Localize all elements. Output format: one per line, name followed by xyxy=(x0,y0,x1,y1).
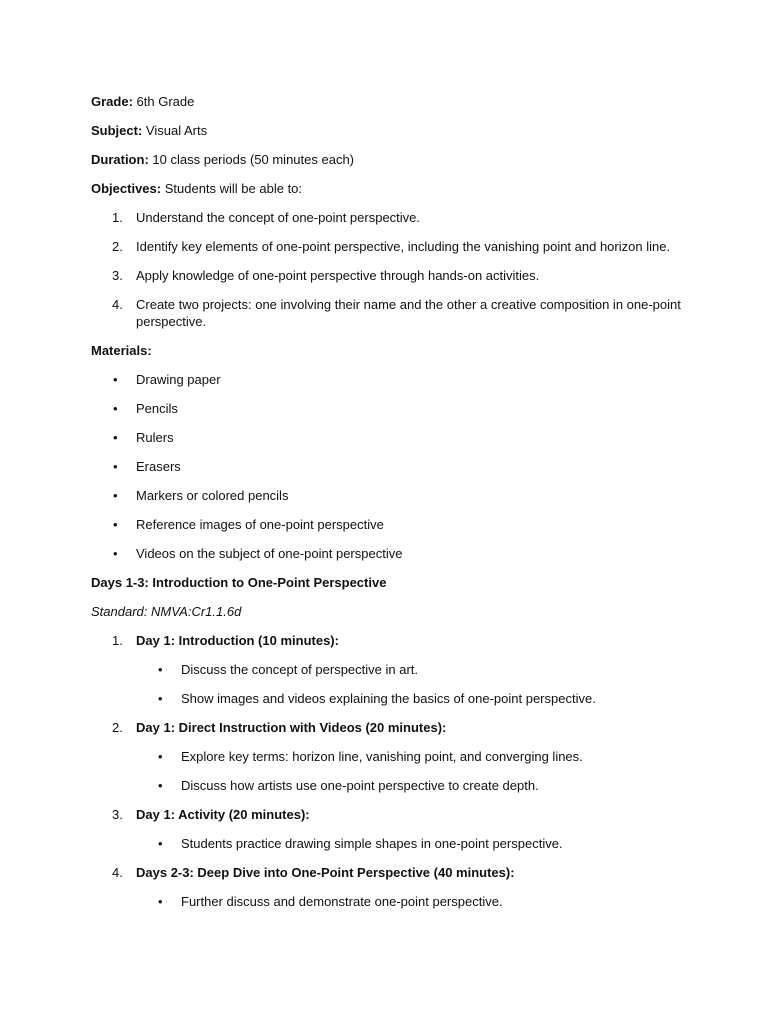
bullet-icon: • xyxy=(113,459,118,474)
step-bullets xyxy=(136,835,691,852)
material-item xyxy=(91,400,691,417)
step-item xyxy=(91,864,691,910)
objective-item xyxy=(91,209,691,226)
grade-value: 6th Grade xyxy=(136,94,195,109)
list-number: 3. xyxy=(112,807,123,822)
steps-list xyxy=(91,632,691,910)
step-bullets xyxy=(136,661,691,707)
subject-line xyxy=(91,122,691,139)
step-bullet-item xyxy=(136,835,691,852)
objectives-list xyxy=(91,209,691,330)
step-bullet-text: Students practice drawing simple shapes in one-point perspective. xyxy=(181,836,563,851)
list-number: 2. xyxy=(112,720,123,735)
section-heading: Days 1-3: Introduction to One-Point Perspective xyxy=(91,575,387,590)
bullet-icon: • xyxy=(158,778,163,793)
objective-text: Apply knowledge of one-point perspective through hands-on activities. xyxy=(136,268,540,283)
bullet-icon: • xyxy=(158,749,163,764)
step-item xyxy=(91,719,691,794)
material-item xyxy=(91,371,691,388)
objective-text: Understand the concept of one-point perspective. xyxy=(136,210,421,225)
list-number: 2. xyxy=(112,239,123,254)
step-bullet-text: Explore key terms: horizon line, vanishing point, and converging lines. xyxy=(181,749,583,764)
step-bullet-text: Show images and videos explaining the basics of one-point perspective. xyxy=(181,691,596,706)
list-number: 1. xyxy=(112,633,123,648)
grade-line xyxy=(91,93,691,110)
standard-line: Standard: NMVA:Cr1.1.6d xyxy=(91,604,242,619)
step-bullet-text: Discuss how artists use one-point perspective to create depth. xyxy=(181,778,539,793)
objectives-line xyxy=(91,180,691,197)
subject-label: Subject: xyxy=(91,123,143,138)
step-title: Day 1: Introduction (10 minutes): xyxy=(136,633,339,648)
bullet-icon: • xyxy=(113,488,118,503)
duration-label: Duration: xyxy=(91,152,149,167)
grade-label: Grade: xyxy=(91,94,133,109)
step-bullets xyxy=(136,748,691,794)
material-item xyxy=(91,545,691,562)
objective-item xyxy=(91,238,691,255)
step-item xyxy=(91,632,691,707)
material-text: Videos on the subject of one-point perspective xyxy=(136,546,403,561)
bullet-icon: • xyxy=(158,894,163,909)
materials-heading: Materials: xyxy=(91,343,152,358)
step-bullets xyxy=(136,893,691,910)
objectives-label: Objectives: xyxy=(91,181,162,196)
step-bullet-item xyxy=(136,690,691,707)
subject-value: Visual Arts xyxy=(145,123,208,138)
bullet-icon: • xyxy=(113,372,118,387)
bullet-icon: • xyxy=(113,546,118,561)
material-text: Markers or colored pencils xyxy=(136,488,289,503)
duration-line xyxy=(91,151,691,168)
material-text: Pencils xyxy=(136,401,178,416)
material-text: Erasers xyxy=(136,459,181,474)
bullet-icon: • xyxy=(113,430,118,445)
list-number: 4. xyxy=(112,865,123,880)
objective-text: Create two projects: one involving their name and the other a creative composition in one-point perspective. xyxy=(136,297,681,329)
list-number: 3. xyxy=(112,268,123,283)
material-item xyxy=(91,458,691,475)
step-title: Day 1: Direct Instruction with Videos (20 minutes): xyxy=(136,720,447,735)
material-item xyxy=(91,429,691,446)
material-text: Reference images of one-point perspective xyxy=(136,517,384,532)
materials-list xyxy=(91,371,691,562)
step-bullet-item xyxy=(136,748,691,765)
bullet-icon: • xyxy=(158,836,163,851)
material-text: Rulers xyxy=(136,430,174,445)
bullet-icon: • xyxy=(113,401,118,416)
objective-text: Identify key elements of one-point perspective, including the vanishing point and horizon line. xyxy=(136,239,671,254)
step-title: Day 1: Activity (20 minutes): xyxy=(136,807,310,822)
material-item xyxy=(91,487,691,504)
list-number: 4. xyxy=(112,297,123,312)
material-item xyxy=(91,516,691,533)
step-bullet-item xyxy=(136,777,691,794)
objective-item xyxy=(91,296,691,330)
step-bullet-item xyxy=(136,661,691,678)
step-bullet-text: Further discuss and demonstrate one-point perspective. xyxy=(181,894,503,909)
duration-value: 10 class periods (50 minutes each) xyxy=(152,152,355,167)
material-text: Drawing paper xyxy=(136,372,221,387)
bullet-icon: • xyxy=(113,517,118,532)
step-item xyxy=(91,806,691,852)
step-bullet-text: Discuss the concept of perspective in art. xyxy=(181,662,419,677)
bullet-icon: • xyxy=(158,662,163,677)
objective-item xyxy=(91,267,691,284)
step-title: Days 2-3: Deep Dive into One-Point Perspective (40 minutes): xyxy=(136,865,515,880)
document-page xyxy=(91,93,691,922)
list-number: 1. xyxy=(112,210,123,225)
step-bullet-item xyxy=(136,893,691,910)
bullet-icon: • xyxy=(158,691,163,706)
objectives-value: Students will be able to: xyxy=(164,181,303,196)
